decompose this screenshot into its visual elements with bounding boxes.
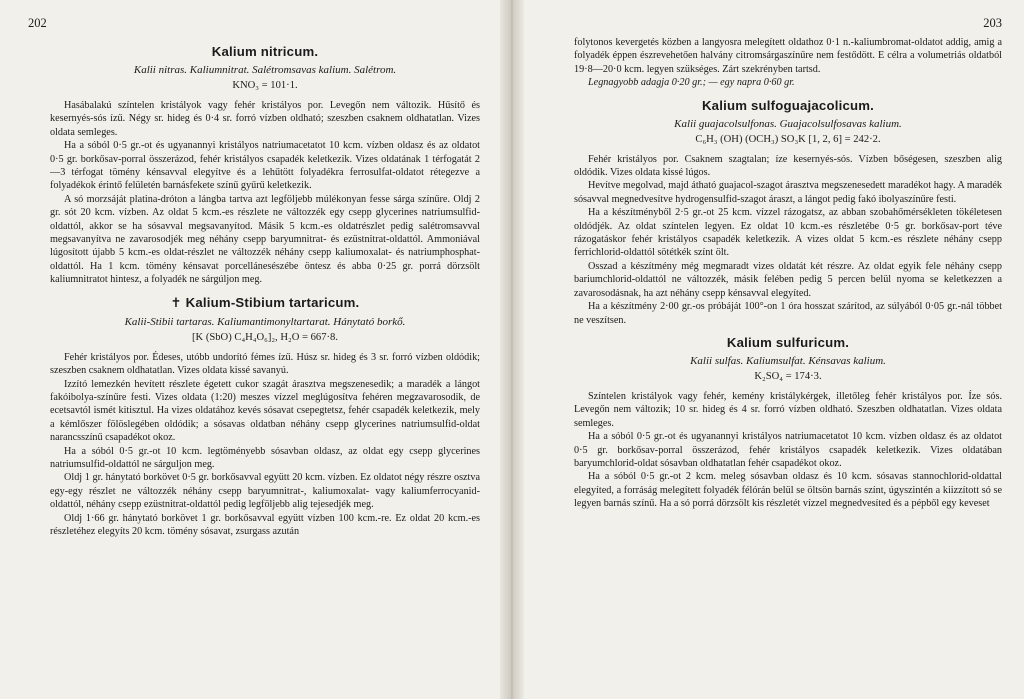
page-number-right: 203	[983, 16, 1002, 30]
paragraph: Ha a sóból 0·5 gr.-ot és ugyanannyi kristályos natriumacetatot 10 kcm. vízben oldasz és az oldatot 0·5 gr. borkősav-porral összerázod, fehér kristályos csapadék keletkezik. Vizes oldatában baryumchlorid-oldat sósavban oldhatatlan fehér csapadékot okoz.	[574, 431, 1002, 469]
paragraph: Ha a sóból 0·5 gr.-ot 2 kcm. meleg sósavban oldasz és 10 kcm. sósavas stannochlorid-oldattal elegyíted, a forráság melegített folyadék félórán belül se öltsön barnás színt, úgyszintén a kiizzított só se legyen barnás színű. Ha a só porrá dörzsölt kis részletét vízzel megnedvesíted és a pépből egy keveset	[574, 471, 1002, 510]
paragraph: Hevítve megolvad, majd átható guajacol-szagot árasztva megszenesedett maradékot hagy. A maradék sósavval megnedvesítve hydrogensulfid-szagot áraszt, a lángot pedig fakó ibolyaszínűre festi.	[574, 180, 1002, 205]
cross-icon: ✝	[170, 294, 182, 310]
paragraph: Oldj 1·66 gr. hánytató borkövet 1 gr. borkősavval együtt vízben 100 kcm.-re. Ez oldat 20 kcm.-es részletéhez elegyíts 20 kcm. tömény sósavat, zsurgass azután	[50, 512, 480, 537]
synonyms-kalium-sulfoguajacolicum: Kalii guajacolsulfonas. Guajacolsulfosavas kalium.	[674, 117, 902, 130]
formula-kalium-sulfuricum: K₂SO₄ = 174·3.	[754, 370, 822, 382]
right-page	[514, 0, 1024, 699]
left-column	[50, 36, 480, 538]
page-number-left: 202	[28, 16, 47, 30]
heading-kalium-sulfoguajacolicum: Kalium sulfoguajacolicum.	[701, 97, 875, 113]
paragraph: Fehér kristályos por. Édeses, utóbb undorító fémes ízű. Húsz sr. hideg és 3 sr. forró vízben oldódik; szeszben csaknem oldhatatlan. Vizes oldata kissé savanyú.	[50, 351, 480, 377]
heading-kalium-sulfuricum: Kalium sulfuricum.	[726, 334, 850, 350]
dosage-line: Legnagyobb adagja 0·20 gr.; — egy napra 0·60 gr.	[588, 77, 795, 89]
formula-kalium-stibium: [K (SbO) C₄H₄O₆]₂, H₂O = 667·8.	[192, 331, 338, 343]
paragraph: Hasábalakú színtelen kristályok vagy fehér kristályos por. Levegőn nem változik. Hűsítő és kesernyés-sós ízű. Négy sr. hideg és 0·4 sr. forró vízben oldható; szeszben csaknem oldhatatlan. Vizes oldata semleges.	[50, 100, 480, 138]
paragraph: Ha a készítmény 2·00 gr.-os próbáját 100°-on 1 óra hosszat szárítod, az súlyából 0·05 gr.-nál többet ne veszítsen.	[574, 301, 1002, 326]
paragraph: Ha a készítményből 2·5 gr.-ot 25 kcm. vízzel rázogatsz, az abban szobahőmérsékleten tökéletesen oldódjék. Az oldat színtelen legyen. Ez oldat 10 kcm.-es részletébe 0·5 gr. borkősav-port téve rázogatáskor fehér kristályos csapadék keletkezik. A vizes oldat 5 kcm.-es részlete néhány csepp ferrichlorid-oldattól sötétkék színt ölt.	[574, 207, 1002, 259]
heading-kalium-nitricum: Kalium nitricum.	[211, 44, 319, 59]
formula-kalium-nitricum: KNO₃ = 101·1.	[232, 80, 298, 91]
heading-text: Kalium-Stibium tartaricum.	[185, 294, 360, 310]
synonyms-kalium-stibium: Kalii-Stibii tartaras. Kaliumantimonyltartarat. Hánytató borkő.	[124, 315, 406, 328]
synonyms-kalium-sulfuricum: Kalii sulfas. Kaliumsulfat. Kénsavas kalium.	[690, 354, 886, 367]
formula-kalium-sulfoguajacolicum: C₆H₃ (OH) (OCH₃) SO₃K [1, 2, 6] = 242·2.	[695, 133, 881, 145]
synonyms-kalium-nitricum: Kalii nitras. Kaliumnitrat. Salétromsavas kalium. Salétrom.	[133, 64, 397, 76]
paragraph: Ha a sóból 0·5 gr.-ot és ugyanannyi kristályos natriumacetatot 10 kcm. vízben oldasz és az oldatot 0·5 gr. borkősav-porral összerázod, fehér kristályos csapadék keletkezik. Vizes oldatának 1 térfogatát 2—3 térfogat tömény kénsavval elegyítve és a lehűtött folyadékra ferrosulfat-oldatot rétegezve a folyadékok érintő felületén barnásfekete színű gyűrű keletkezik.	[50, 140, 480, 192]
paragraph: Színtelen kristályok vagy fehér, kemény kristálykérgek, illetőleg fehér kristályos por. Íze sós. Levegőn nem változik; 10 sr. hideg és 4 sr. forró vízben oldható. Szeszben oldhatatlan. Vizes oldata semleges.	[574, 390, 1002, 429]
paragraph: A só morzsáját platina-dróton a lángba tartva azt legföljebb múlékonyan fesse sárga színűre. Oldj 2 gr. sót 20 kcm. vízben. Az oldat 5 kcm.-es részlete ne változzék egy csepp glycerines natriumsulfid-oldattól, akkor se ha sósavval megsavanyítod. Másik 5 kcm.-es oldatrészlet pedig salétromsavval megsavanyítva ne zavarosodjék meg néhány csepp baryumnitrat- és ezüstnitrat-oldattól. Ammoniával lúgosított újabb 5 kcm.-es oldat-részlet ne változzék néhány csepp kaliumoxalat- és natriumphosphat-oldattól. Ha 1 kcm. tömény kénsavat porcellánesészébe öntesz és abba 0·25 gr. porrá dörzsölt kaliumnitratot hintesz, a folyadék ne sárgúljon meg.	[50, 193, 480, 286]
paragraph: Osszad a készítmény még megmaradt vizes oldatát két részre. Az oldat egyik fele néhány csepp bariumchlorid-oldattól ne változzék, másik felében pedig 5 percen belül nyoma se keletkezzen a zavarosodásnak, ha azt néhány csepp kénsavval elegyíted.	[574, 260, 1002, 299]
paragraph: Izzító lemezkén hevített részlete égetett cukor szagát árasztva megszenesedik; a maradék a lángot fakóibolya-színűre festi. Vizes oldata (1:20) meszes vízzel meglúgosítva fehéren megzavarosodik, de ecetsavtól ismét kitisztul. Ha vizes oldatához kevés sósavat csepegtetsz, fehér csapadék keletkezik, mely a kémlőszer fölöslegében oldódik; a sósavas oldatban néhány csepp glycerines natriumsulfid-oldat narancsszínű csapadékot okoz.	[50, 378, 480, 444]
paragraph: folytonos kevergetés közben a langyosra melegített oldathoz 0·1 n.-kaliumbromat-oldatot addig, amig a folyadék éppen észrevehetően halvány citromsárgaszínűre nem festődött. E célra a volumetriás oldatból 19·8—20·0 kcm. legyen szükséges. Zárt szekrényben tartsd.	[574, 37, 1002, 75]
paragraph: Ha a sóból 0·5 gr.-ot 10 kcm. legtöményebb sósavban oldasz, az oldat egy csepp glycerines natriumsulfid-oldattól ne sárguljon meg.	[50, 445, 480, 470]
paragraph: Oldj 1 gr. hánytató borkövet 0·5 gr. borkősavval együtt 20 kcm. vízben. Ez oldatot négy részre osztva egy-egy részlet ne változzék néhány csepp baryumnitrat-, kaliumoxalat- vagy kaliumferrocyanid-oldattól, néhány csepp ezüstnitrat-oldattól pedig legföljebb alig tejesedjék meg.	[50, 472, 480, 511]
heading-kalium-stibium-tartaricum	[50, 295, 480, 311]
paragraph: Fehér kristályos por. Csaknem szagtalan; íze kesernyés-sós. Vízben bőségesen, szeszben alig oldódik. Vizes oldata kissé lúgos.	[574, 153, 1002, 179]
right-column	[574, 36, 1002, 511]
left-page	[0, 0, 510, 699]
